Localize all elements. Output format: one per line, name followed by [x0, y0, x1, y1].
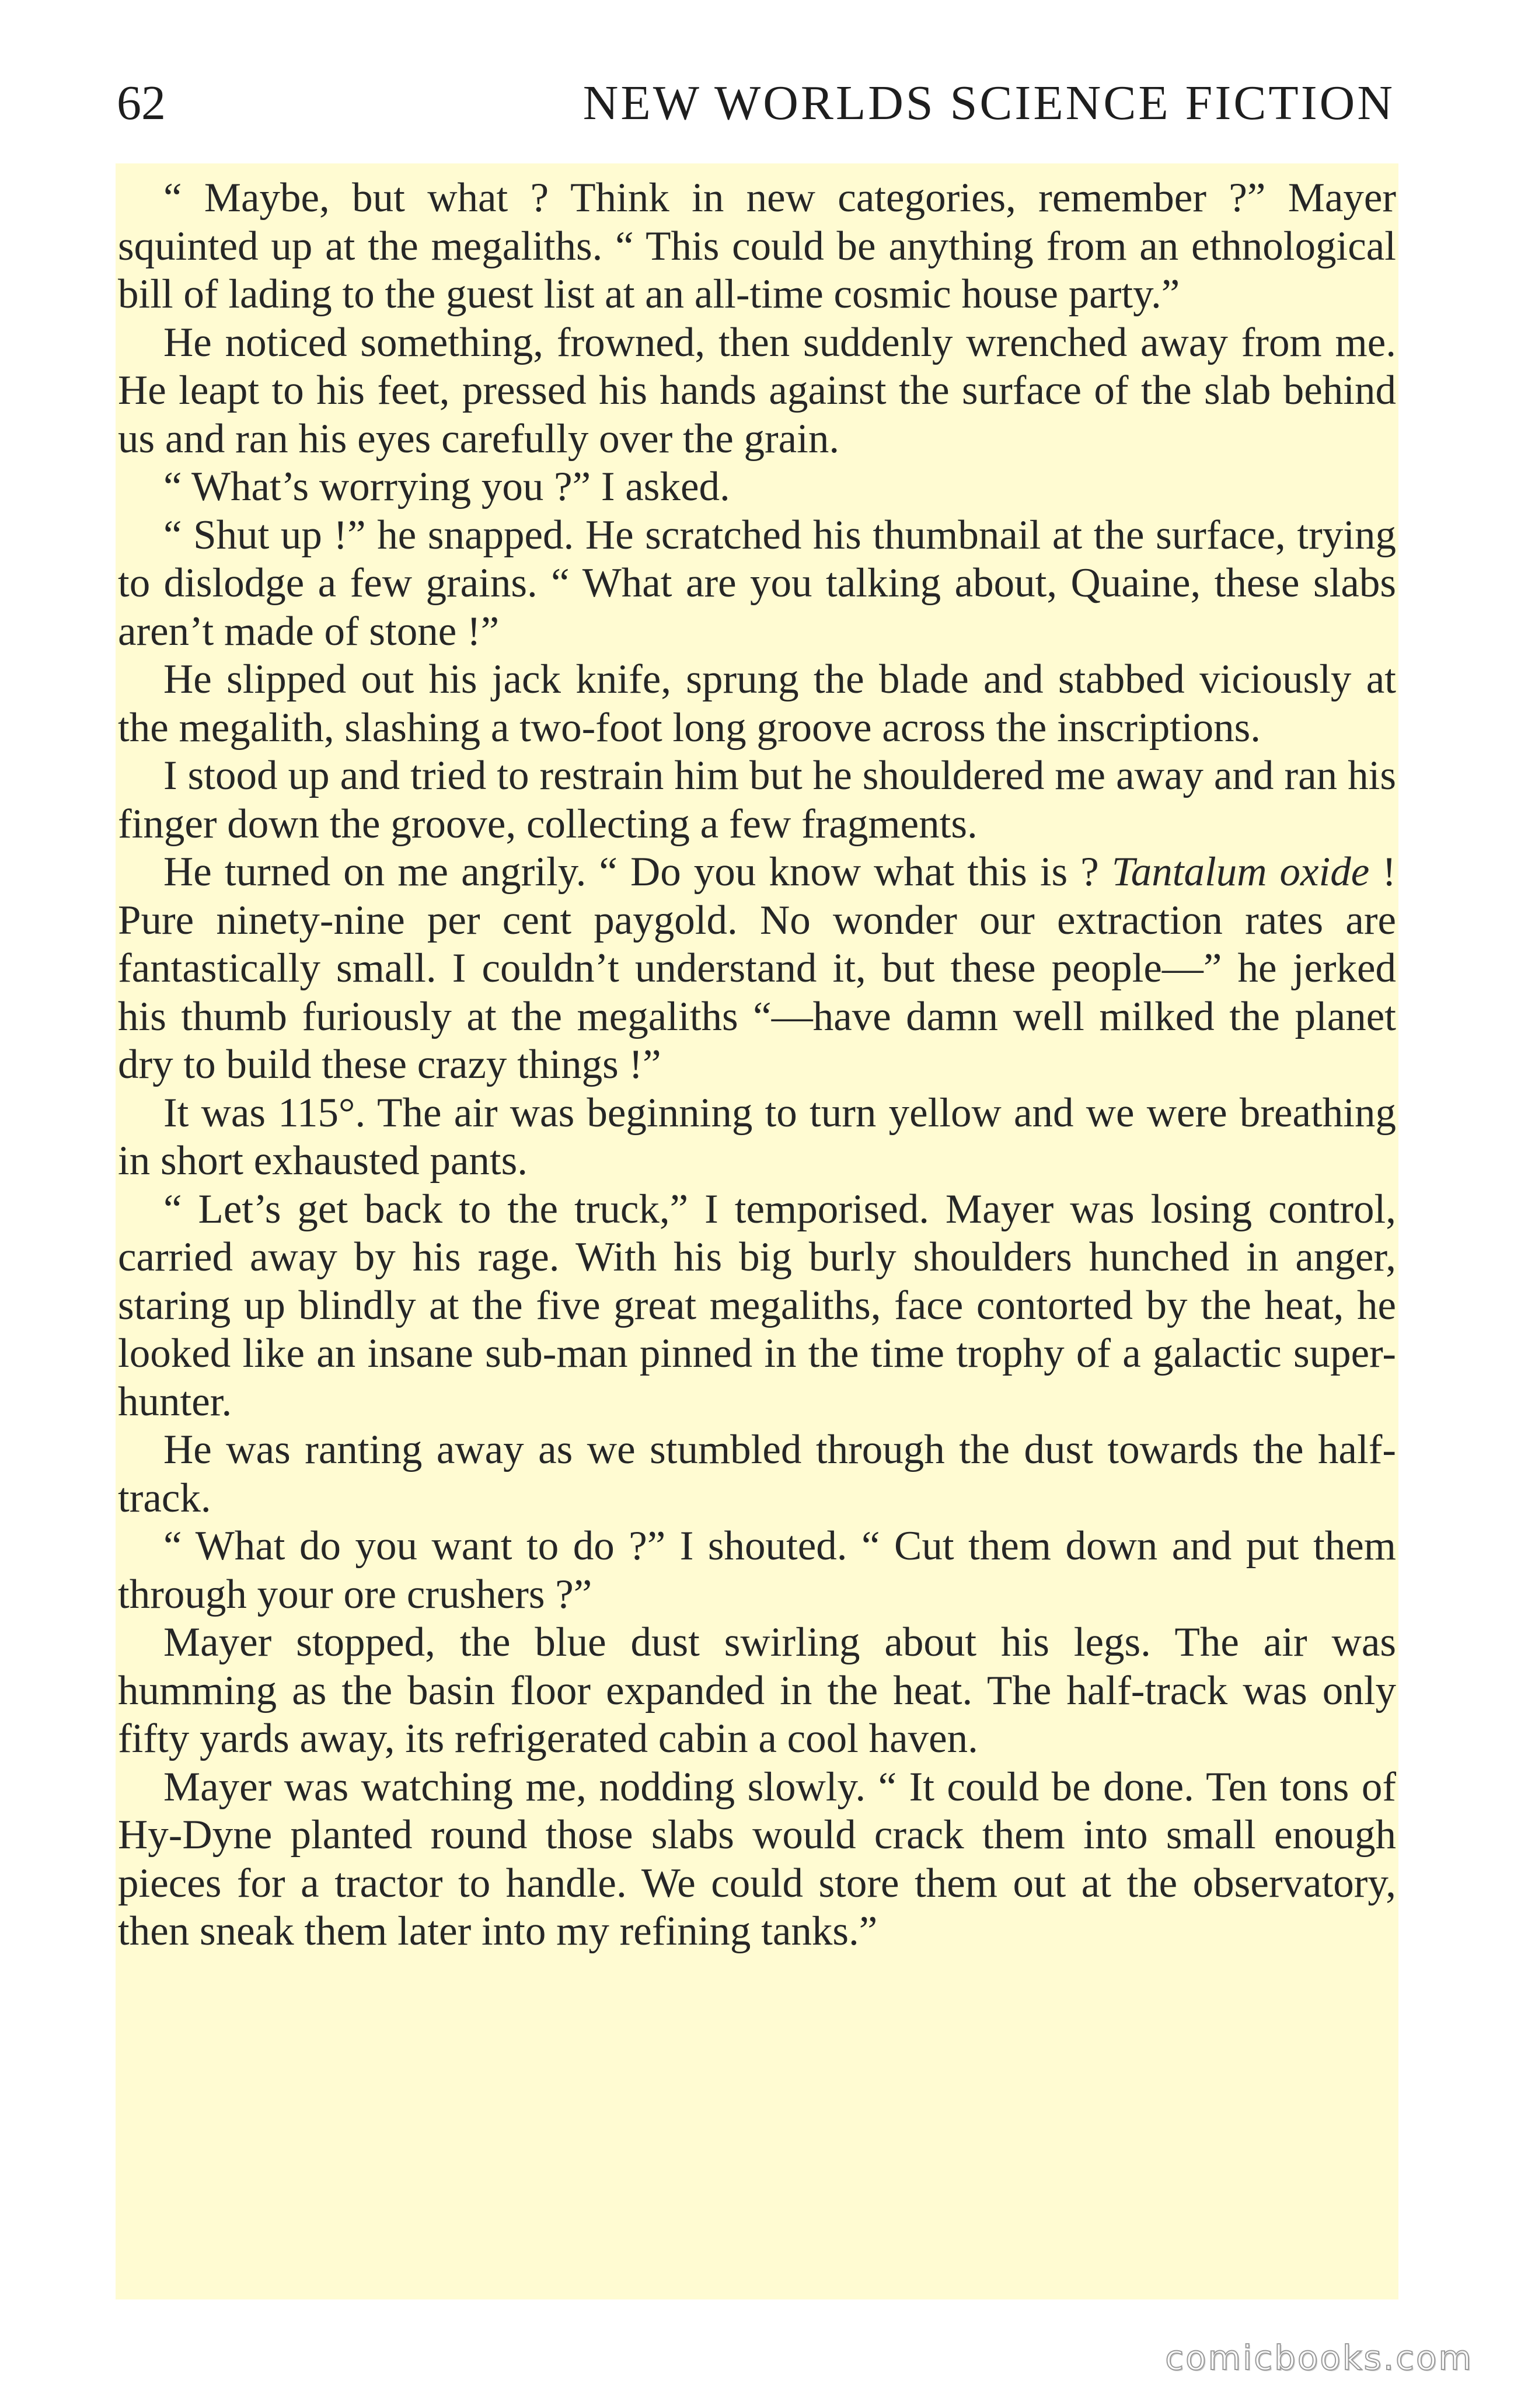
body-text	[116, 163, 1398, 2299]
watermark: comicbooks.com	[1165, 2338, 1473, 2378]
paragraph: “ Maybe, but what ? Think in new categories, remember ?” Mayer squinted up at the megaliths. “ This could be anything from an ethnological bill of lading to the guest list at an all-time cosmic house party.”	[118, 175, 1396, 317]
page-number: 62	[117, 76, 166, 130]
paragraph	[118, 848, 1396, 1089]
paragraph: “ Shut up !” he snapped. He scratched his thumbnail at the surface, trying to dislodge a few grains. “ What are you talking about, Quaine, these slabs aren’t made of stone !”	[118, 512, 1396, 654]
italic-term: Tantalum oxide	[1111, 849, 1370, 895]
paragraph: “ Let’s get back to the truck,” I temporised. Mayer was losing control, carried away by his rage. With his big burly shoulders hunched in anger, staring up blindly at the five great megaliths, face contorted by the heat, he looked like an insane sub-man pinned in the time trophy of a galactic super-hunter.	[118, 1186, 1396, 1425]
paragraph: He slipped out his jack knife, sprung the blade and stabbed viciously at the megalith, slashing a two-foot long groove across the inscriptions.	[118, 657, 1396, 751]
page-header	[117, 75, 1395, 139]
paragraph: “ What do you want to do ?” I shouted. “ Cut them down and put them through your ore crushers ?”	[118, 1523, 1396, 1617]
paragraph: Mayer stopped, the blue dust swirling about his legs. The air was humming as the basin floor expanded in the heat. The half-track was only fifty yards away, its refrigerated cabin a cool haven.	[118, 1620, 1396, 1761]
paragraph: Mayer was watching me, nodding slowly. “ It could be done. Ten tons of Hy-Dyne planted round those slabs would crack them into small enough pieces for a tractor to handle. We could store them out at the observatory, then sneak them later into my refining tanks.”	[118, 1764, 1396, 1954]
paragraph-text: ! Pure ninety-nine per cent paygold. No wonder our extraction rates are fantastically small. I couldn’t understand it, but these people—” he jerked his thumb furiously at the megaliths “—have damn well milked the planet dry to build these crazy things !”	[118, 849, 1396, 1087]
paragraph-text: He turned on me angrily. “ Do you know what this is ?	[163, 849, 1112, 895]
paragraph: It was 115°. The air was beginning to turn yellow and we were breathing in short exhausted pants.	[118, 1090, 1396, 1184]
paragraph: “ What’s worrying you ?” I asked.	[163, 464, 730, 509]
paragraph: He noticed something, frowned, then suddenly wrenched away from me. He leapt to his feet, pressed his hands against the surface of the slab behind us and ran his eyes carefully over the grain.	[118, 319, 1396, 462]
paragraph: I stood up and tried to restrain him but he shouldered me away and ran his finger down the groove, collecting a few fragments.	[118, 753, 1396, 847]
paragraph: He was ranting away as we stumbled through the dust towards the half-track.	[118, 1427, 1396, 1521]
running-title: NEW WORLDS SCIENCE FICTION	[582, 76, 1395, 130]
